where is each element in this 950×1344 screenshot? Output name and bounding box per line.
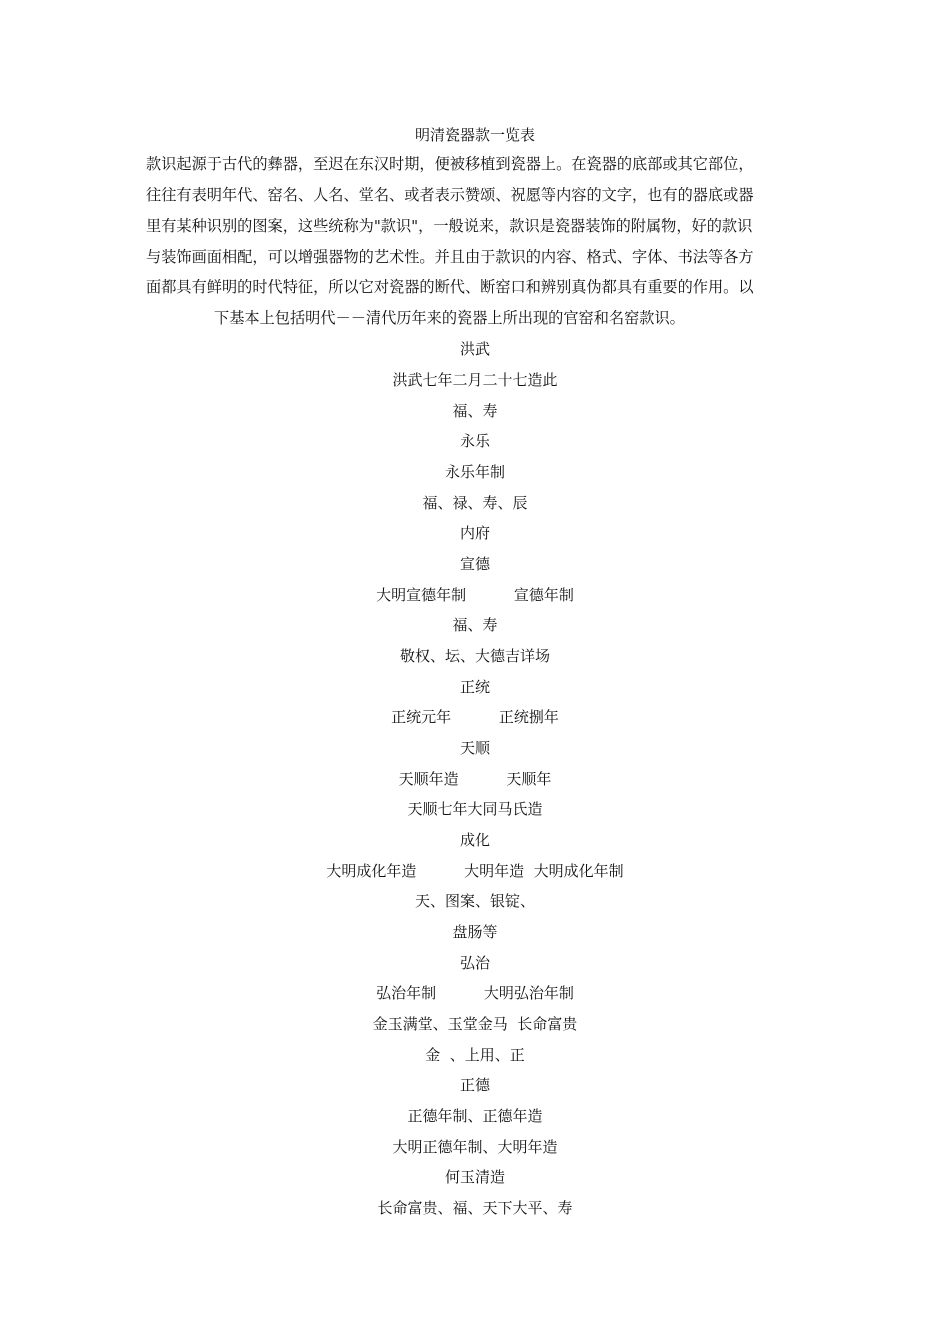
mark-entry: 福、寿 <box>452 402 498 420</box>
intro-paragraph-line: 与装饰画面相配，可以增强器物的艺术性。并且由于款识的内容、格式、字体、书法等各方 <box>146 248 754 266</box>
mark-entry: 大明成化年造 大明年造 大明成化年制 <box>326 862 624 880</box>
intro-paragraph-line: 下基本上包括明代－－清代历年来的瓷器上所出现的官窑和名窑款识。 <box>214 309 685 327</box>
intro-paragraph-line: 往往有表明年代、窑名、人名、堂名、或者表示赞颂、祝愿等内容的文字，也有的器底或器 <box>146 186 754 204</box>
mark-entry: 正统元年 正统捌年 <box>391 708 559 726</box>
mark-entry: 永乐年制 <box>444 463 505 481</box>
document-title: 明清瓷器款一览表 <box>414 126 535 144</box>
mark-entry: 弘治年制 大明弘治年制 <box>376 984 574 1002</box>
era-heading: 成化 <box>459 831 490 849</box>
mark-entry: 洪武七年二月二十七造此 <box>392 371 558 389</box>
era-heading: 正统 <box>459 678 490 696</box>
mark-entry: 福、寿 <box>452 616 498 634</box>
intro-paragraph-line: 款识起源于古代的彝器，至迟在东汉时期，便被移植到瓷器上。在瓷器的底部或其它部位， <box>146 155 754 173</box>
mark-entry: 金 、上用、正 <box>425 1046 525 1064</box>
era-heading: 洪武 <box>459 340 490 358</box>
intro-paragraph-line: 面都具有鲜明的时代特征，所以它对瓷器的断代、断窑口和辨别真伪都具有重要的作用。以 <box>146 278 754 296</box>
mark-entry: 天顺年造 天顺年 <box>398 770 552 788</box>
mark-entry: 大明正德年制、大明年造 <box>392 1138 558 1156</box>
mark-entry: 大明宣德年制 宣德年制 <box>376 586 574 604</box>
era-heading: 天顺 <box>459 739 490 757</box>
mark-entry: 正德年制、正德年造 <box>407 1107 543 1125</box>
mark-entry: 敬权、坛、大德吉详场 <box>399 647 550 665</box>
mark-entry: 天、图案、银锭、 <box>414 892 535 910</box>
mark-entry: 福、禄、寿、辰 <box>422 494 528 512</box>
intro-paragraph-line: 里有某种识别的图案，这些统称为"款识"，一般说来，款识是瓷器装饰的附属物，好的款识 <box>146 217 753 235</box>
era-heading: 宣德 <box>459 555 490 573</box>
era-heading: 永乐 <box>459 432 490 450</box>
mark-entry: 盘肠等 <box>452 923 498 941</box>
mark-entry: 内府 <box>459 524 490 542</box>
mark-entry: 何玉清造 <box>444 1168 505 1186</box>
mark-entry: 金玉满堂、玉堂金马 长命富贵 <box>372 1015 578 1033</box>
era-heading: 正德 <box>459 1076 490 1094</box>
mark-entry: 天顺七年大同马氏造 <box>407 800 543 818</box>
mark-entry: 长命富贵、福、天下大平、寿 <box>377 1199 573 1217</box>
era-heading: 弘治 <box>459 954 490 972</box>
